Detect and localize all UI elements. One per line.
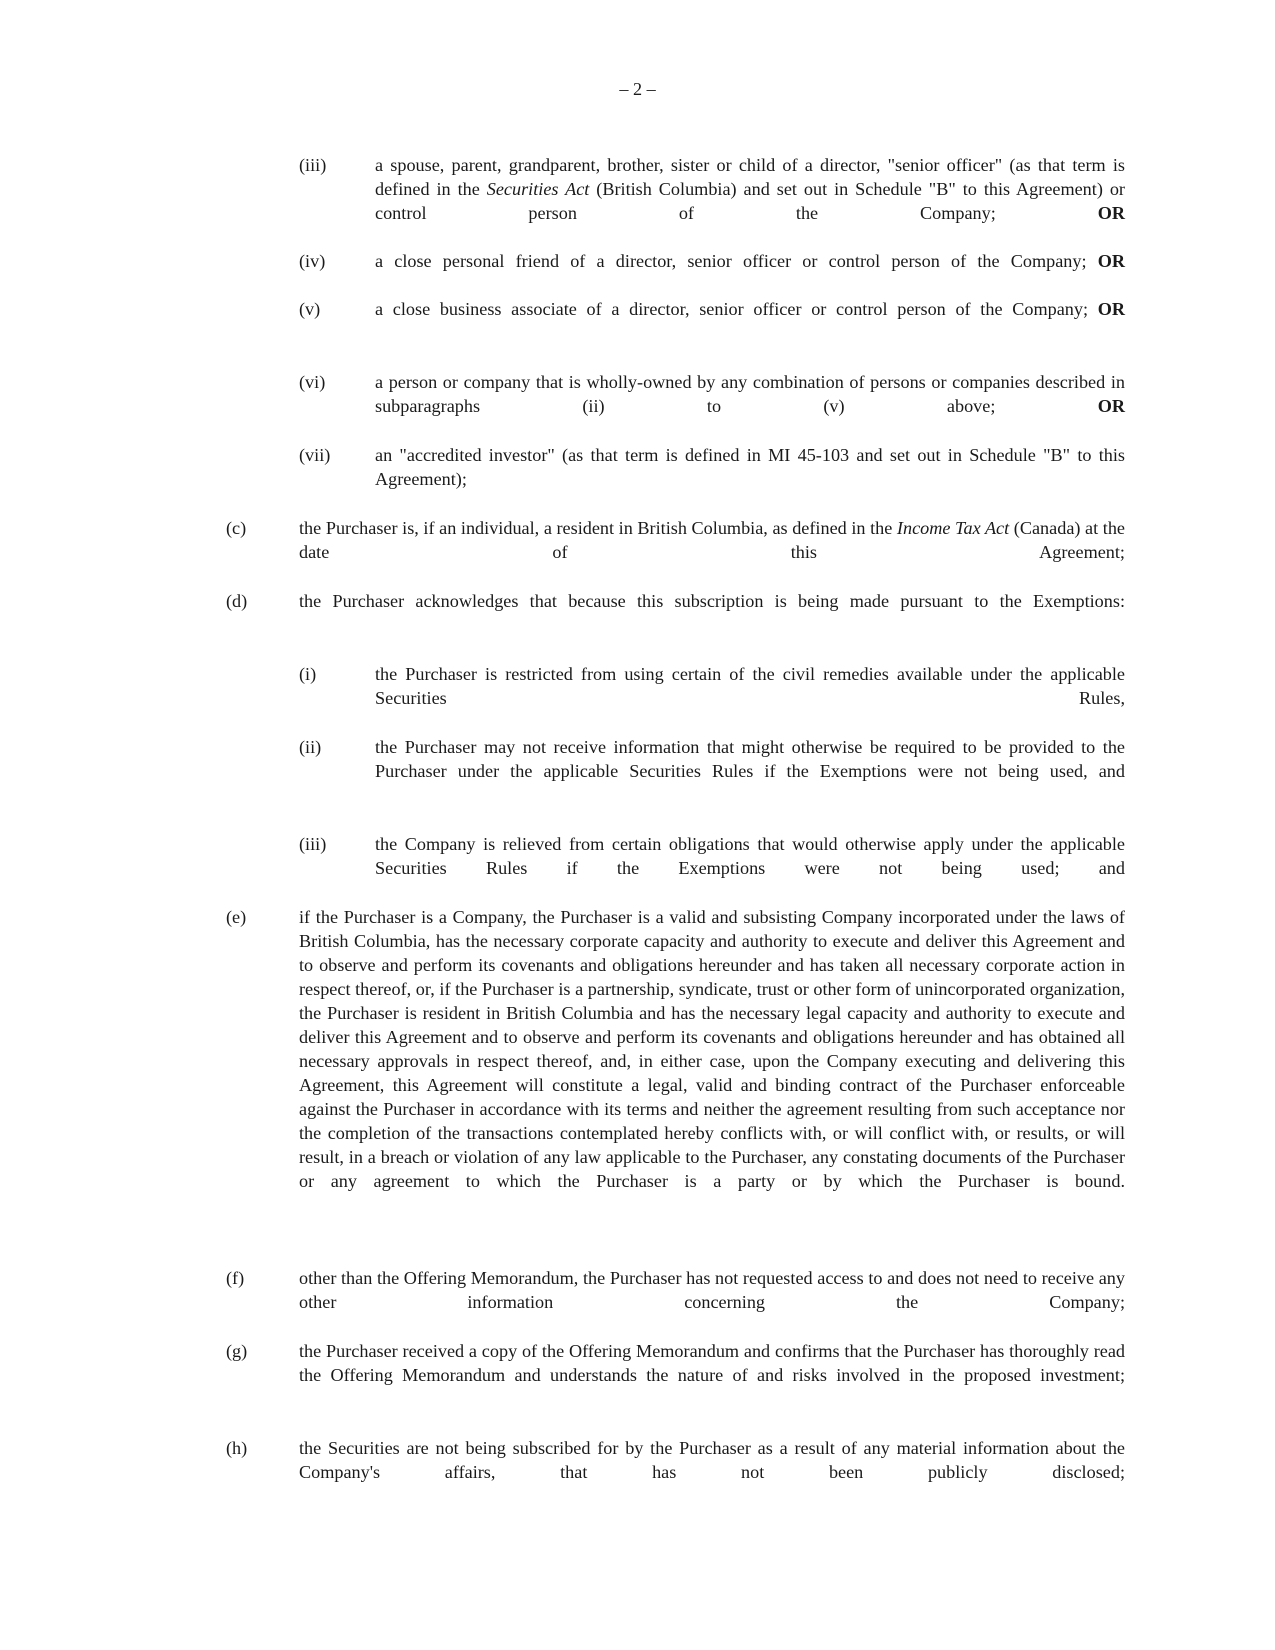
bold-text: OR	[1097, 251, 1125, 271]
clause-label: (iii)	[299, 155, 327, 175]
text-run: a close personal friend of a director, senior officer or control person of the Company;	[375, 251, 1098, 271]
text-run: the Purchaser acknowledges that because this subscription is being made pursuant to the Exemptions:	[299, 591, 1125, 611]
clause-text	[375, 443, 1125, 515]
clause-label: (f)	[226, 1268, 245, 1288]
clause-text	[299, 1339, 1125, 1411]
clause-label: (d)	[226, 591, 248, 611]
text-run: the Company is relieved from certain obligations that would otherwise apply under the applicable Securities Rules if the Exemptions were not being used; and	[375, 834, 1125, 878]
italic-text: Income Tax Act	[896, 518, 1010, 538]
clause-text	[299, 905, 1125, 1217]
text-run: the Purchaser received a copy of the Offering Memorandum and confirms that the Purchaser has thoroughly read the Offering Memorandum and understands the nature of and risks involved in the proposed investment;	[299, 1341, 1125, 1385]
text-run: if the Purchaser is a Company, the Purchaser is a valid and subsisting Company incorporated under the laws of British Columbia, has the necessary corporate capacity and authority to execute and deliver this Agreement and to observe and perform its covenants and obligations hereunder and has taken all necessary corporate action in respect thereof, or, if the Purchaser is a partnership, syndicate, trust or other form of unincorporated organization, the Purchaser is resident in British Columbia and has the necessary legal capacity and authority to execute and deliver this Agreement and to observe and perform its covenants and obligations hereunder and has obtained all necessary approvals in respect thereof, and, in either case, upon the Company executing and delivering this Agreement, this Agreement will constitute a legal, valid and binding contract of the Purchaser enforceable against the Purchaser in accordance with its terms and neither the agreement resulting from such acceptance nor the completion of the transactions contemplated hereby conflicts with, or will conflict with, or results, or will result, in a breach or violation of any law applicable to the Purchaser, any constating documents of the Purchaser or any agreement to which the Purchaser is a party or by which the Purchaser is bound.	[299, 907, 1125, 1191]
clause-label: (g)	[226, 1341, 248, 1361]
bold-text: OR	[1097, 299, 1125, 319]
bold-text: OR	[1097, 396, 1125, 416]
text-run: (Canada) at the date of this Agreement;	[299, 518, 1125, 562]
clause-text	[299, 589, 1125, 637]
text-run: the Purchaser may not receive information that might otherwise be required to be provided to the Purchaser under the applicable Securities Rules if the Exemptions were not being used, and	[375, 737, 1125, 781]
clause-text	[299, 1436, 1125, 1508]
text-run: other than the Offering Memorandum, the Purchaser has not requested access to and does not need to receive any other information concerning the Company;	[299, 1268, 1125, 1312]
text-run: a person or company that is wholly-owned by any combination of persons or companies described in subparagraphs (ii) to (v) above;	[375, 372, 1125, 416]
clause-label: (i)	[299, 664, 317, 684]
text-run: the Securities are not being subscribed for by the Purchaser as a result of any material information about the Company's affairs, that has not been publicly disclosed;	[299, 1438, 1125, 1482]
clause-text	[375, 297, 1125, 345]
bold-text: OR	[1097, 203, 1125, 223]
clause-text	[299, 516, 1125, 588]
clause-text	[299, 1266, 1125, 1338]
text-run: a spouse, parent, grandparent, brother, sister or child of a director, "senior officer" (as that term is defined in the	[375, 155, 1125, 199]
clause-label: (vi)	[299, 372, 326, 392]
clause-text	[375, 662, 1125, 734]
text-run: an "accredited investor" (as that term is defined in MI 45-103 and set out in Schedule "B" to this Agreement);	[375, 445, 1125, 489]
text-run: the Purchaser is, if an individual, a resident in British Columbia, as defined in the	[299, 518, 897, 538]
text-run: the Purchaser is restricted from using certain of the civil remedies available under the applicable Securities Rules,	[375, 664, 1125, 708]
clause-text	[375, 832, 1125, 904]
clause-label: (vii)	[299, 445, 331, 465]
clause-label: (ii)	[299, 737, 322, 757]
clause-text	[375, 153, 1125, 249]
clause-label: (iii)	[299, 834, 327, 854]
clause-label: (e)	[226, 907, 247, 927]
clause-label: (c)	[226, 518, 247, 538]
clause-text	[375, 370, 1125, 442]
clause-label: (iv)	[299, 251, 326, 271]
clause-text	[375, 249, 1125, 297]
text-run: a close business associate of a director, senior officer or control person of the Company;	[375, 299, 1098, 319]
clause-label: (v)	[299, 299, 321, 319]
text-run: (British Columbia) and set out in Schedule "B" to this Agreement) or control person of the Company;	[375, 179, 1125, 223]
page-number: – 2 –	[619, 79, 656, 99]
clause-text	[375, 735, 1125, 807]
italic-text: Securities Act	[486, 179, 590, 199]
clause-label: (h)	[226, 1438, 248, 1458]
